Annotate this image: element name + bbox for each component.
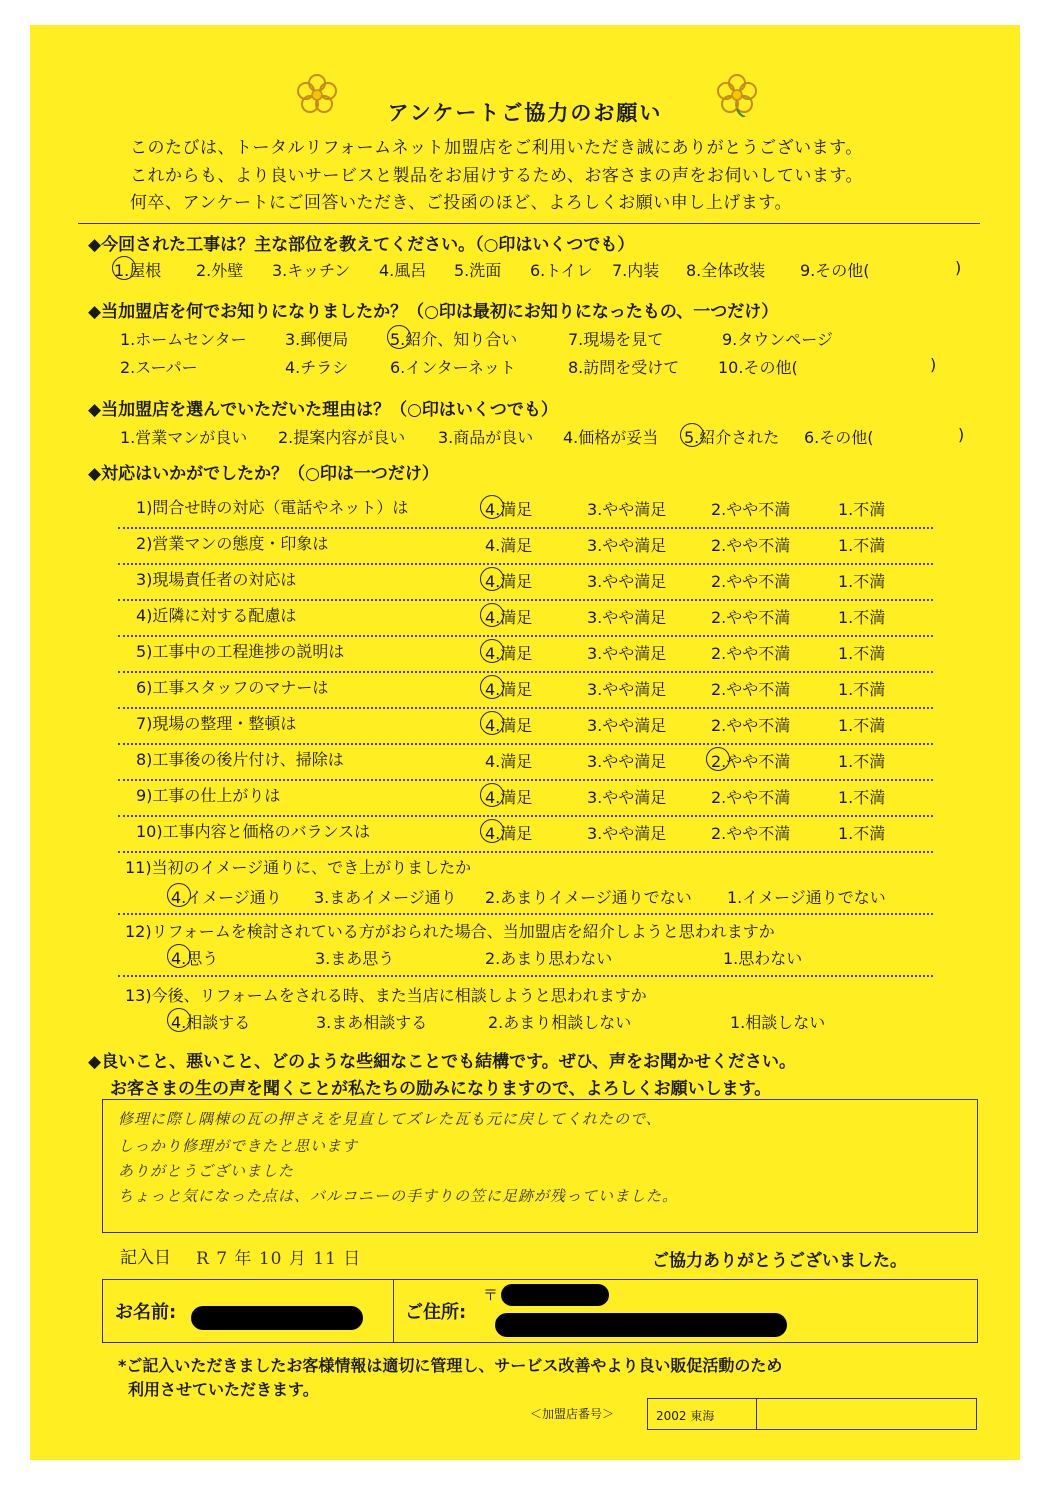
date-label: 記入日	[120, 1248, 171, 1268]
q4-item-7-choice-2[interactable]: 2.やや不満	[711, 716, 791, 735]
q12-option-2[interactable]: 2.あまり思わない	[485, 949, 613, 968]
q4-item-1-choice-3[interactable]: 3.やや満足	[587, 500, 667, 519]
q4-item-9-choice-1[interactable]: 1.不満	[838, 788, 886, 807]
name-label: お名前:	[115, 1302, 177, 1323]
comment-line-3: ありがとうございました	[118, 1162, 295, 1180]
privacy-note-line-2: 利用させていただきます。	[128, 1380, 319, 1399]
q4-item-5-choice-2[interactable]: 2.やや不満	[711, 644, 791, 663]
q3-option-6[interactable]: 6.その他(	[804, 428, 874, 447]
q2-option-4[interactable]: 4.チラシ	[285, 358, 349, 377]
selected-circle	[480, 819, 504, 843]
intro-line-1: このたびは、トータルリフォームネット加盟店をご利用いただき誠にありがとうございます。	[130, 138, 863, 158]
q4-item-1-choice-1[interactable]: 1.不満	[838, 500, 886, 519]
postal-code-redacted[interactable]	[501, 1284, 609, 1306]
q3-option-2[interactable]: 2.提案内容が良い	[278, 428, 406, 447]
q4-item-3-choice-3[interactable]: 3.やや満足	[587, 572, 667, 591]
q3-option-5[interactable]: 5.紹介された	[684, 428, 780, 447]
address-redacted[interactable]	[495, 1313, 787, 1337]
q4-item-8-choice-1[interactable]: 1.不満	[838, 752, 886, 771]
q1-option-1[interactable]: 1.屋根	[114, 261, 162, 280]
q4-item-8-choice-4[interactable]: 4.満足	[485, 752, 533, 771]
q4-item-3-choice-4[interactable]: 4.満足	[485, 572, 533, 591]
q4-item-6: 6)工事スタッフのマナーは	[136, 678, 329, 697]
q11-option-4[interactable]: 4.イメージ通り	[171, 888, 282, 907]
q3-option-4[interactable]: 4.価格が妥当	[563, 428, 659, 447]
q1-option-5[interactable]: 5.洗面	[454, 261, 502, 280]
customer-info-box	[102, 1279, 978, 1343]
privacy-note-line-1: *ご記入いただきましたお客様情報は適切に管理し、サービス改善やより良い販促活動のため	[118, 1356, 783, 1375]
q4-item-4-choice-2[interactable]: 2.やや不満	[711, 608, 791, 627]
q4-item-1-choice-2[interactable]: 2.やや不満	[711, 500, 791, 519]
comment-heading: ◆良いこと、悪いこと、どのような些細なことでも結構です。ぜひ、声をお聞かせください。	[88, 1052, 797, 1072]
q12-option-1[interactable]: 1.思わない	[723, 949, 803, 968]
dotted-rule	[118, 527, 933, 529]
dotted-rule	[118, 975, 933, 977]
q4-item-1: 1)問合せ時の対応（電話やネット）は	[136, 498, 409, 517]
q13-option-4[interactable]: 4.相談する	[171, 1013, 251, 1032]
q13-option-2[interactable]: 2.あまり相談しない	[488, 1013, 632, 1032]
q3-option-1[interactable]: 1.営業マンが良い	[120, 428, 248, 447]
selected-circle	[387, 325, 411, 349]
q1-heading: ◆今回された工事は？主な部位を教えてください。（○印はいくつでも）	[88, 235, 635, 255]
dotted-rule	[118, 743, 933, 745]
selected-circle	[480, 567, 504, 591]
q4-item-6-choice-4[interactable]: 4.満足	[485, 680, 533, 699]
selected-circle	[480, 675, 504, 699]
q1-option-4[interactable]: 4.風呂	[379, 261, 427, 280]
selected-circle	[680, 423, 704, 447]
q2-option-8[interactable]: 8.訪問を受けて	[568, 358, 680, 377]
q4-item-10-choice-3[interactable]: 3.やや満足	[587, 824, 667, 843]
q4-item-10: 10)工事内容と価格のバランスは	[136, 822, 371, 841]
dotted-rule	[118, 671, 933, 673]
selected-circle	[706, 747, 730, 771]
q11-label: 11)当初のイメージ通りに、でき上がりましたか	[125, 858, 472, 877]
q1-option-8[interactable]: 8.全体改装	[686, 261, 766, 280]
intro-line-3: 何卒、アンケートにご回答いただき、ご投函のほど、よろしくお願い申し上げます。	[130, 193, 792, 213]
divider	[78, 223, 980, 224]
q4-item-2: 2)営業マンの態度・印象は	[136, 534, 329, 553]
q4-item-8-choice-3[interactable]: 3.やや満足	[587, 752, 667, 771]
q3-heading: ◆当加盟店を選んでいただいた理由は？（○印はいくつでも）	[88, 400, 558, 420]
postal-mark: 〒	[483, 1286, 499, 1304]
q2-option-5[interactable]: 5.紹介、知り合い	[390, 330, 518, 349]
q11-option-3[interactable]: 3.まあイメージ通り	[314, 888, 457, 907]
q4-item-8-choice-2[interactable]: 2.やや不満	[711, 752, 791, 771]
q4-item-6-choice-3[interactable]: 3.やや満足	[587, 680, 667, 699]
q13-option-3[interactable]: 3.まあ相談する	[316, 1013, 428, 1032]
q1-option-2[interactable]: 2.外壁	[196, 261, 244, 280]
selected-circle	[480, 603, 504, 627]
q4-item-4-choice-4[interactable]: 4.満足	[485, 608, 533, 627]
q4-item-9-choice-3[interactable]: 3.やや満足	[587, 788, 667, 807]
comment-line-2: しっかり修理ができたと思います	[118, 1137, 359, 1155]
q1-option-3[interactable]: 3.キッチン	[272, 261, 351, 280]
dotted-rule	[118, 815, 933, 817]
selected-circle	[112, 256, 136, 280]
dotted-rule	[118, 599, 933, 601]
member-box-divider	[756, 1399, 757, 1429]
q13-option-1[interactable]: 1.相談しない	[730, 1013, 826, 1032]
survey-sheet	[30, 25, 1020, 1460]
q2-option-9[interactable]: 9.タウンページ	[722, 330, 833, 349]
q2-option-6[interactable]: 6.インターネット	[390, 358, 516, 377]
selected-circle	[167, 883, 191, 907]
name-redacted[interactable]	[191, 1306, 363, 1330]
q2-option-10-close: )	[930, 355, 937, 374]
q1-option-7[interactable]: 7.内装	[612, 261, 660, 280]
q4-item-5-choice-3[interactable]: 3.やや満足	[587, 644, 667, 663]
selected-circle	[480, 495, 504, 519]
member-number-box	[647, 1398, 977, 1430]
q3-option-6-close: )	[958, 425, 965, 444]
q4-item-9-choice-2[interactable]: 2.やや不満	[711, 788, 791, 807]
q13-label: 13)今後、リフォームをされる時、また当店に相談しようと思われますか	[125, 986, 647, 1005]
q4-item-4-choice-3[interactable]: 3.やや満足	[587, 608, 667, 627]
selected-circle	[167, 944, 191, 968]
q4-item-2-choice-2[interactable]: 2.やや不満	[711, 536, 791, 555]
q12-option-3[interactable]: 3.まあ思う	[315, 949, 395, 968]
q1-option-9[interactable]: 9.その他(	[800, 261, 870, 280]
selected-circle	[480, 711, 504, 735]
q4-item-7-choice-4[interactable]: 4.満足	[485, 716, 533, 735]
comment-box[interactable]	[102, 1099, 978, 1233]
q4-item-9-choice-4[interactable]: 4.満足	[485, 788, 533, 807]
q4-item-6-choice-2[interactable]: 2.やや不満	[711, 680, 791, 699]
q4-item-10-choice-1[interactable]: 1.不満	[838, 824, 886, 843]
dotted-rule	[118, 635, 933, 637]
q1-option-9-close: )	[955, 258, 962, 277]
dotted-rule	[118, 563, 933, 565]
q11-option-1[interactable]: 1.イメージ通りでない	[727, 888, 886, 907]
q4-item-2-choice-3[interactable]: 3.やや満足	[587, 536, 667, 555]
intro-line-2: これからも、より良いサービスと製品をお届けするため、お客さまの声をお伺いしています。	[130, 166, 863, 186]
q4-item-10-choice-2[interactable]: 2.やや不満	[711, 824, 791, 843]
selected-circle	[480, 639, 504, 663]
comment-line-1: 修理に際し隅棟の瓦の押さえを見直してズレた瓦も元に戻してくれたので、	[118, 1110, 662, 1128]
q4-item-5: 5)工事中の工程進捗の説明は	[136, 642, 345, 661]
q1-option-6[interactable]: 6.トイレ	[530, 261, 593, 280]
q4-item-3-choice-1[interactable]: 1.不満	[838, 572, 886, 591]
q4-item-6-choice-1[interactable]: 1.不満	[838, 680, 886, 699]
address-label: ご住所:	[405, 1302, 467, 1323]
q4-item-9: 9)工事の仕上がりは	[136, 786, 281, 805]
q12-option-4[interactable]: 4.思う	[171, 949, 219, 968]
q2-heading: ◆当加盟店を何でお知りになりましたか？（○印は最初にお知りになったもの、一つだけ）	[88, 302, 779, 322]
q4-item-3-choice-2[interactable]: 2.やや不満	[711, 572, 791, 591]
q4-item-7-choice-1[interactable]: 1.不満	[838, 716, 886, 735]
q11-option-2[interactable]: 2.あまりイメージ通りでない	[485, 888, 692, 907]
dotted-rule	[118, 779, 933, 781]
q4-item-1-choice-4[interactable]: 4.満足	[485, 500, 533, 519]
q12-label: 12)リフォームを検討されている方がおられた場合、当加盟店を紹介しようと思われますか	[125, 922, 775, 941]
q4-item-10-choice-4[interactable]: 4.満足	[485, 824, 533, 843]
dotted-rule	[118, 851, 933, 853]
q4-item-5-choice-1[interactable]: 1.不満	[838, 644, 886, 663]
q4-item-3: 3)現場責任者の対応は	[136, 570, 297, 589]
q2-option-10[interactable]: 10.その他(	[718, 358, 798, 377]
info-divider	[393, 1280, 394, 1342]
date-value[interactable]: R 7 年 10 月 11 日	[196, 1249, 362, 1269]
q4-item-2-choice-1[interactable]: 1.不満	[838, 536, 886, 555]
selected-circle	[480, 783, 504, 807]
dotted-rule	[118, 707, 933, 709]
q4-item-7: 7)現場の整理・整頓は	[136, 714, 297, 733]
thanks-message: ご協力ありがとうございました。	[652, 1251, 907, 1271]
q2-option-1[interactable]: 1.ホームセンター	[120, 330, 247, 349]
selected-circle	[167, 1008, 191, 1032]
q4-item-7-choice-3[interactable]: 3.やや満足	[587, 716, 667, 735]
q3-option-3[interactable]: 3.商品が良い	[438, 428, 534, 447]
member-number-label: ＜加盟店番号＞	[530, 1407, 615, 1421]
q2-option-7[interactable]: 7.現場を見て	[568, 330, 664, 349]
q4-heading: ◆対応はいかがでしたか？（○印は一つだけ）	[88, 464, 439, 484]
q4-item-4-choice-1[interactable]: 1.不満	[838, 608, 886, 627]
comment-line-4: ちょっと気になった点は、バルコニーの手すりの笠に足跡が残っていました。	[118, 1187, 679, 1205]
q2-option-3[interactable]: 3.郵便局	[285, 330, 349, 349]
q4-item-8: 8)工事後の後片付け、掃除は	[136, 750, 344, 769]
member-number-value: 2002 東海	[656, 1409, 715, 1423]
q2-option-2[interactable]: 2.スーパー	[120, 358, 198, 377]
q4-item-2-choice-4[interactable]: 4.満足	[485, 536, 533, 555]
page-title: アンケートご協力のお願い	[387, 101, 663, 125]
q4-item-4: 4)近隣に対する配慮は	[136, 606, 297, 625]
comment-subheading: お客さまの生の声を聞くことが私たちの励みになりますので、よろしくお願いします。	[110, 1079, 772, 1099]
dotted-rule	[118, 913, 933, 915]
q4-item-5-choice-4[interactable]: 4.満足	[485, 644, 533, 663]
